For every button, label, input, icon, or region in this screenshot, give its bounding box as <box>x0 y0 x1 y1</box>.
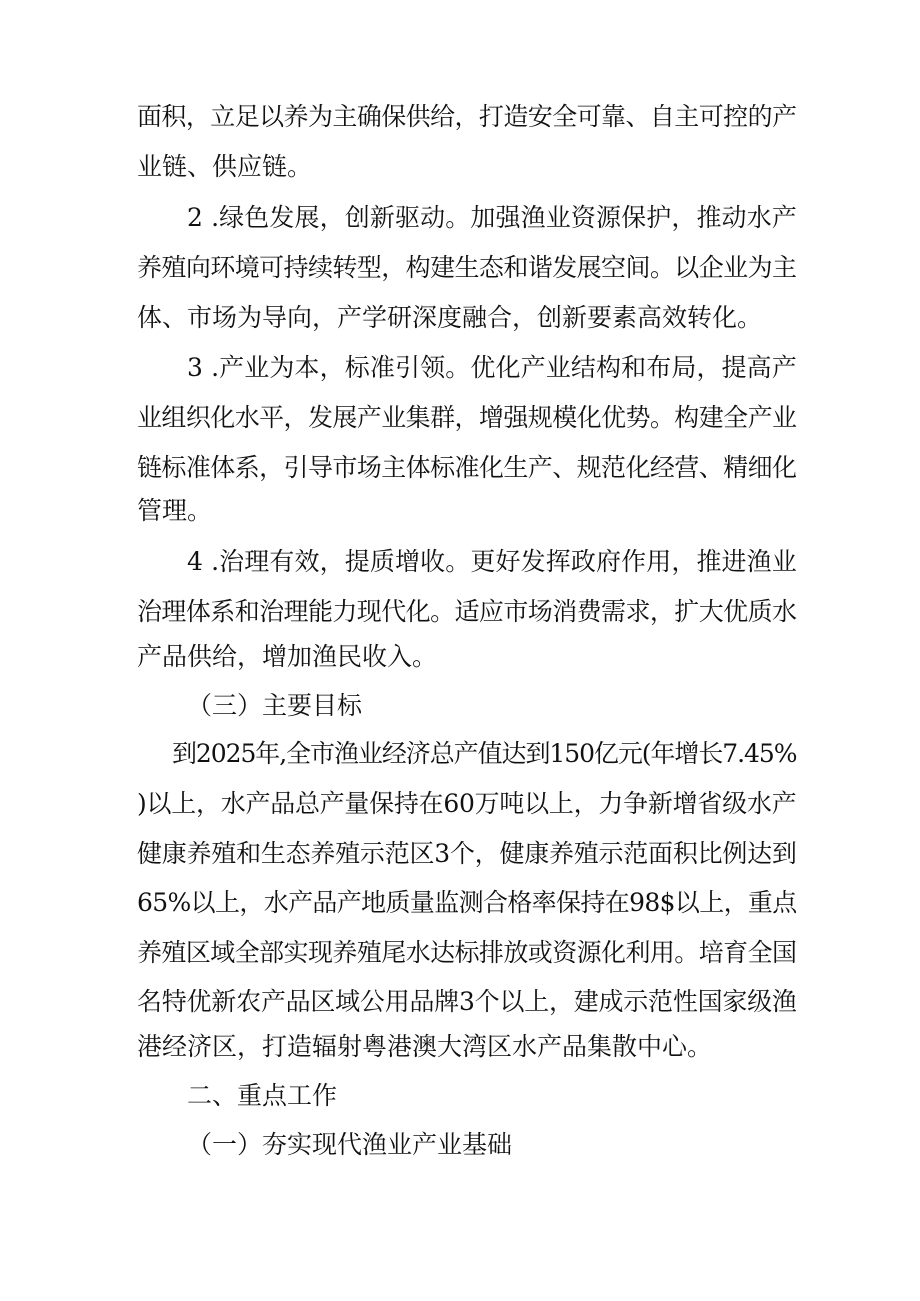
text-line-12: 产品供给，增加渔民收入。 <box>137 642 438 671</box>
text-line-3: 2 .绿色发展，创新驱动。加强渔业资源保护，推动水产 <box>187 203 797 232</box>
subsection-heading-foundation: （一）夯实现代渔业产业基础 <box>187 1130 513 1159</box>
text-line-2: 业链、供应链。 <box>137 152 313 181</box>
text-line-11: 治理体系和治理能力现代化。适应市场消费需求，扩大优质水 <box>137 597 797 626</box>
text-line-16: 健康养殖和生态养殖示范区3个，健康养殖示范面积比例达到 <box>137 839 797 868</box>
text-line-20: 港经济区，打造辐射粤港澳大湾区水产品集散中心。 <box>137 1032 713 1061</box>
text-line-10: 4 .治理有效，提质增收。更好发挥政府作用，推进渔业 <box>187 547 797 576</box>
text-line-6: 3 .产业为本，标准引领。优化产业结构和布局，提高产 <box>187 353 797 382</box>
text-line-1: 面积，立足以养为主确保供给，打造安全可靠、自主可控的产 <box>137 102 797 131</box>
section-heading-key-work: 二、重点工作 <box>187 1081 338 1110</box>
text-line-18: 养殖区域全部实现养殖尾水达标排放或资源化利用。培育全国 <box>137 938 797 967</box>
text-line-7: 业组织化水平，发展产业集群，增强规模化优势。构建全产业 <box>137 403 797 432</box>
text-line-4: 养殖向环境可持续转型，构建生态和谐发展空间。以企业为主 <box>137 253 797 282</box>
text-line-14: 到2025年,全市渔业经济总产值达到150亿元(年增长7.45% <box>172 739 797 768</box>
text-line-9: 管理。 <box>137 496 213 525</box>
section-heading-goals: （三）主要目标 <box>187 691 363 720</box>
text-line-17: 65%以上，水产品产地质量监测合格率保持在98$以上，重点 <box>137 888 797 917</box>
text-line-15: )以上，水产品总产量保持在60万吨以上，力争新增省级水产 <box>137 789 797 818</box>
text-line-8: 链标准体系，引导市场主体标准化生产、规范化经营、精细化 <box>137 453 797 482</box>
text-line-5: 体、市场为导向，产学研深度融合，创新要素高效转化。 <box>137 303 763 332</box>
text-line-19: 名特优新农产品区域公用品牌3个以上，建成示范性国家级渔 <box>137 987 797 1016</box>
